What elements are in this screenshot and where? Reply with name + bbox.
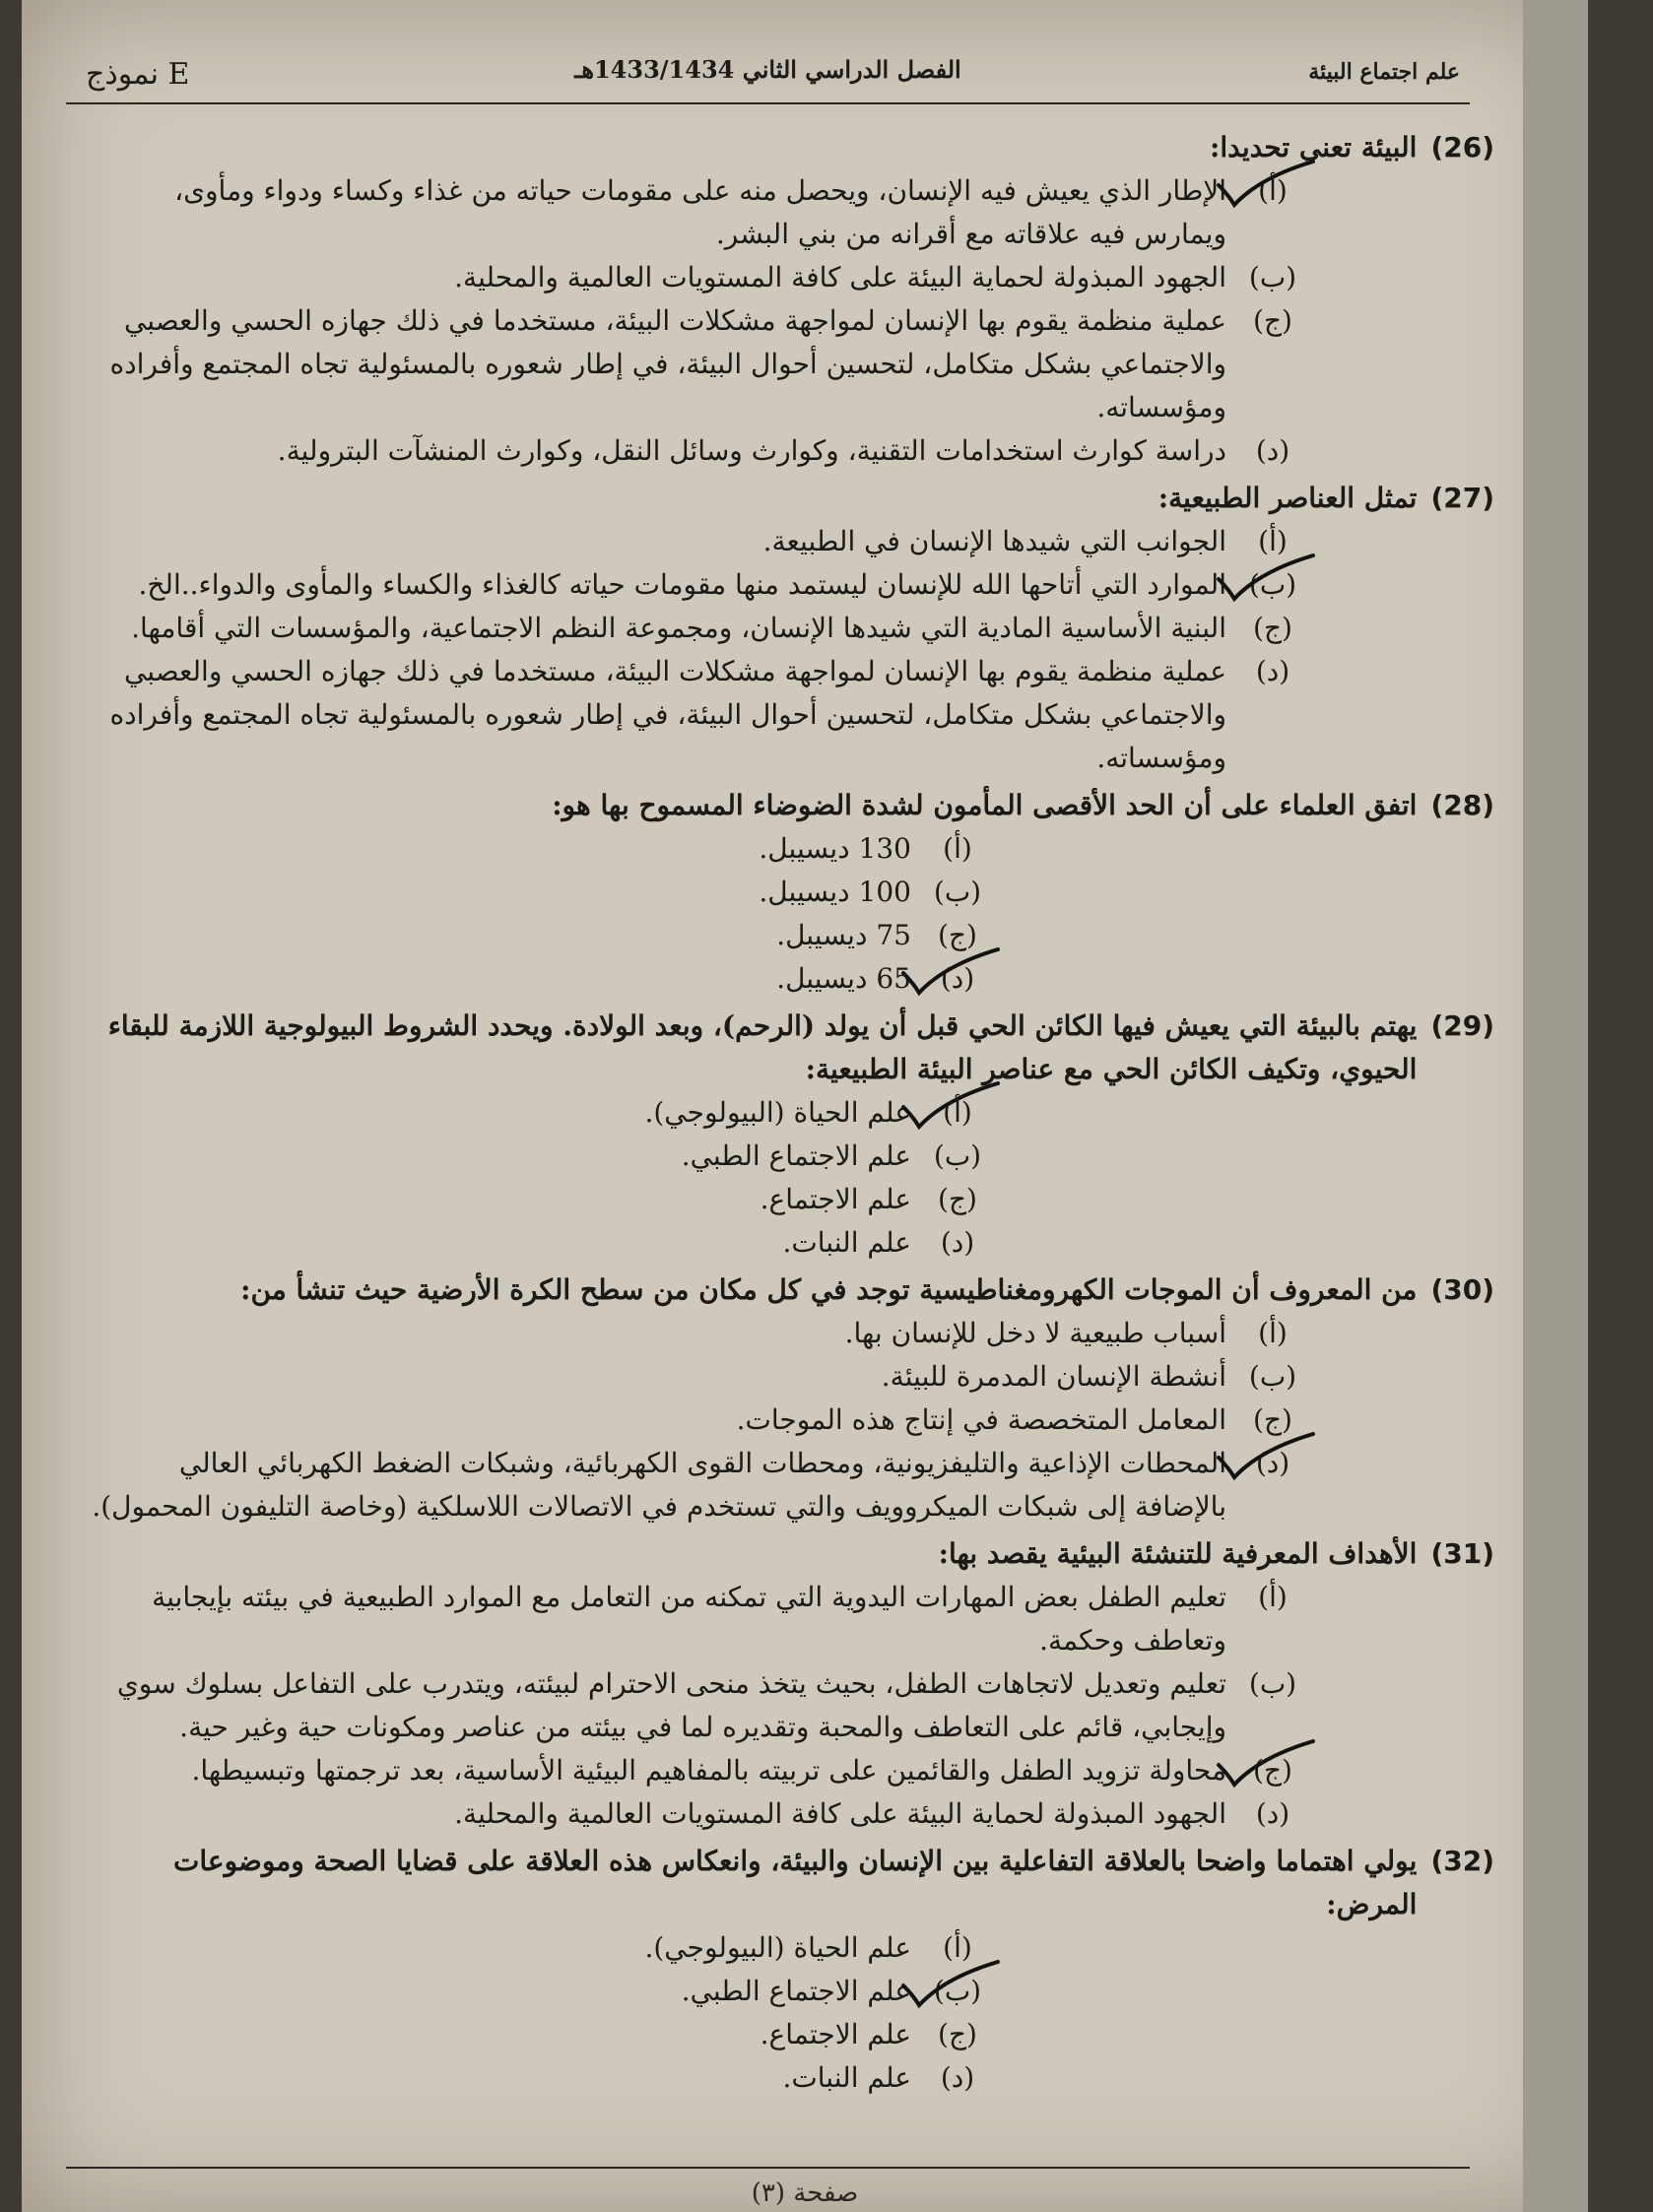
question-stem (91, 1269, 1494, 1312)
option-letter (933, 2056, 982, 2100)
option-letter-text: (ب) (1248, 568, 1297, 601)
answer-option[interactable] (91, 607, 1494, 650)
option-letter-text: (ب) (933, 876, 982, 908)
option-text: علم الاجتماع الطبي. (681, 1139, 911, 1172)
option-letter-text: (د) (940, 2061, 975, 2094)
option-letter (1248, 650, 1297, 693)
option-letter (1248, 1576, 1297, 1619)
option-letter-text: (ج) (1253, 304, 1292, 337)
option-letter-text: (د) (1255, 655, 1290, 687)
option-letter (933, 827, 982, 871)
option-letter (933, 1221, 982, 1265)
question-block (91, 1269, 1494, 1529)
question-number: (32) (1430, 1845, 1494, 1877)
answer-option[interactable] (91, 914, 1494, 957)
answer-option[interactable] (91, 1399, 1494, 1442)
option-text: الموارد التي أتاحها الله للإنسان ليستمد منها مقومات حياته كالغذاء والكساء والمأوى والدواء..الخ. (138, 568, 1226, 601)
option-text: 100 ديسيبل. (759, 876, 911, 908)
question-block (91, 1532, 1494, 1836)
option-letter (933, 1091, 982, 1135)
question-text: يهتم بالبيئة التي يعيش فيها الكائن الحي قبل أن يولد (الرحم)، وبعد الولادة. ويحدد الشروط البيولوجية اللازمة للبقاء الحيوي، وتكيف الكائن الحي مع عناصر البيئة الطبيعية: (107, 1009, 1418, 1085)
footer-divider (66, 2167, 1470, 2169)
option-text: أنشطة الإنسان المدمرة للبيئة. (881, 1360, 1226, 1393)
option-letter-text: (أ) (1258, 525, 1288, 557)
answer-option[interactable] (91, 1926, 1494, 1970)
answer-option[interactable] (91, 871, 1494, 914)
questions-list (91, 126, 1494, 2104)
option-text: الجهود المبذولة لحماية البيئة على كافة المستويات العالمية والمحلية. (454, 1797, 1226, 1830)
option-letter-text: (ب) (1248, 261, 1297, 293)
option-text: البنية الأساسية المادية التي شيدها الإنسان، ومجموعة النظم الاجتماعية، والمؤسسات التي أقامها. (131, 612, 1226, 644)
question-number: (31) (1430, 1537, 1494, 1570)
answer-option[interactable] (91, 1576, 1494, 1662)
page-header (66, 49, 1470, 104)
option-text: 65 ديسيبل. (776, 962, 911, 995)
option-letter-text: (ج) (1253, 1403, 1292, 1436)
question-text: الأهداف المعرفية للتنشئة البيئية يقصد بها: (938, 1537, 1418, 1570)
option-letter-text: (د) (1255, 1447, 1290, 1479)
question-block (91, 784, 1494, 1001)
option-text: علم الاجتماع. (760, 2018, 911, 2050)
question-number: (28) (1430, 789, 1494, 821)
question-stem (91, 784, 1494, 827)
question-stem (91, 1532, 1494, 1576)
option-letter-text: (أ) (943, 1096, 972, 1129)
option-letter-text: (ب) (933, 1139, 982, 1172)
option-letter-text: (ج) (938, 2018, 977, 2050)
option-letter-text: (ب) (1248, 1360, 1297, 1393)
option-letter (1248, 520, 1297, 563)
option-text: 75 ديسيبل. (776, 919, 911, 951)
option-letter (1248, 1792, 1297, 1836)
option-letter-text: (أ) (943, 1931, 972, 1964)
answer-option[interactable] (91, 169, 1494, 256)
answer-option[interactable] (91, 827, 1494, 871)
semester-label: الفصل الدراسي الثاني 1433/1434هـ (574, 55, 961, 84)
answer-option[interactable] (91, 650, 1494, 780)
answer-option[interactable] (91, 520, 1494, 563)
answer-option[interactable] (91, 429, 1494, 473)
option-text: علم الحياة (البيولوجي). (644, 1931, 911, 1964)
answer-option[interactable] (91, 957, 1494, 1001)
question-block (91, 126, 1494, 473)
option-text: تعليم الطفل بعض المهارات اليدوية التي تمكنه من التعامل مع الموارد الطبيعية في بيئته بإيجابية وتعاطف وحكمة. (152, 1581, 1226, 1657)
question-text: من المعروف أن الموجات الكهرومغناطيسية توجد في كل مكان من سطح الكرة الأرضية حيث تنشأ من: (240, 1273, 1418, 1306)
option-text: علم النبات. (782, 2061, 911, 2094)
model-label: نموذج E (86, 57, 190, 92)
option-text: محاولة تزويد الطفل والقائمين على تربيته بالمفاهيم البيئية الأساسية، بعد ترجمتها وتبسيطها. (191, 1754, 1226, 1787)
answer-option[interactable] (91, 2056, 1494, 2100)
answer-option[interactable] (91, 1442, 1494, 1529)
question-block (91, 477, 1494, 780)
option-letter (1248, 1749, 1297, 1792)
option-letter-text: (أ) (1258, 1581, 1288, 1613)
option-text: أسباب طبيعية لا دخل للإنسان بها. (844, 1317, 1226, 1349)
option-letter (1248, 1312, 1297, 1355)
option-text: 130 ديسيبل. (759, 832, 911, 865)
question-number: (30) (1430, 1273, 1494, 1306)
answer-option[interactable] (91, 1355, 1494, 1399)
option-text: المعامل المتخصصة في إنتاج هذه الموجات. (736, 1403, 1226, 1436)
option-letter (933, 957, 982, 1001)
option-letter (1248, 429, 1297, 473)
question-text: يولي اهتماما واضحا بالعلاقة التفاعلية بين الإنسان والبيئة، وانعكاس هذه العلاقة على قضايا الصحة وموضوعات المرض: (172, 1845, 1418, 1920)
question-number: (27) (1430, 482, 1494, 514)
answer-option[interactable] (91, 1221, 1494, 1265)
option-letter (933, 1135, 982, 1178)
answer-option[interactable] (91, 1662, 1494, 1749)
question-number: (26) (1430, 131, 1494, 163)
answer-option[interactable] (91, 1749, 1494, 1792)
answer-option[interactable] (91, 2013, 1494, 2056)
option-text: الإطار الذي يعيش فيه الإنسان، ويحصل منه على مقومات حياته من غذاء وكساء ودواء ومأوى، ويمارس فيه علاقاته مع أقرانه من بني البشر. (174, 174, 1226, 250)
question-text: اتفق العلماء على أن الحد الأقصى المأمون لشدة الضوضاء المسموح بها هو: (552, 789, 1418, 821)
answer-option[interactable] (91, 1091, 1494, 1135)
exam-page (22, 0, 1588, 2212)
option-text: الجوانب التي شيدها الإنسان في الطبيعة. (762, 525, 1226, 557)
option-letter (933, 914, 982, 957)
option-text: عملية منظمة يقوم بها الإنسان لمواجهة مشكلات البيئة، مستخدما في ذلك جهازه الحسي والعصبي والاجتماعي بشكل متكامل، لتحسين أحوال البيئة، في إطار شعوره بالمسئولية تجاه المجتمع وأفراده ومؤسساته. (109, 655, 1226, 774)
page-number: صفحة (٣) (751, 2179, 859, 2208)
answer-option[interactable] (91, 1792, 1494, 1836)
question-stem (91, 126, 1494, 169)
option-text: دراسة كوارث استخدامات التقنية، وكوارث وسائل النقل، وكوارث المنشآت البترولية. (277, 434, 1226, 467)
answer-option[interactable] (91, 1135, 1494, 1178)
option-letter-text: (د) (940, 1226, 975, 1259)
option-text: الجهود المبذولة لحماية البيئة على كافة المستويات العالمية والمحلية. (454, 261, 1226, 293)
option-letter-text: (د) (1255, 1797, 1290, 1830)
option-letter-text: (أ) (943, 832, 972, 865)
question-block (91, 1840, 1494, 2100)
question-block (91, 1005, 1494, 1265)
answer-option[interactable] (91, 1178, 1494, 1221)
option-text: تعليم وتعديل لاتجاهات الطفل، بحيث يتخذ منحى الاحترام لبيئته، ويتدرب على التفاعل بسلوك سوي وإيجابي، قائم على التعاطف والمحبة وتقديره لما في بيئته من عناصر ومكونات حية وغير حية. (116, 1667, 1226, 1743)
option-letter (1248, 1662, 1297, 1706)
option-letter (933, 1970, 982, 2013)
option-text: علم الاجتماع. (760, 1183, 911, 1215)
question-stem (91, 1005, 1494, 1091)
question-stem (91, 1840, 1494, 1926)
page-edge (1523, 0, 1588, 2212)
answer-option[interactable] (91, 563, 1494, 607)
question-stem (91, 477, 1494, 520)
answer-option[interactable] (91, 256, 1494, 299)
option-letter (1248, 1355, 1297, 1399)
answer-option[interactable] (91, 1312, 1494, 1355)
option-letter-text: (د) (1255, 434, 1290, 467)
option-letter (1248, 299, 1297, 343)
option-letter (1248, 1442, 1297, 1485)
option-letter (933, 1178, 982, 1221)
option-text: عملية منظمة يقوم بها الإنسان لمواجهة مشكلات البيئة، مستخدما في ذلك جهازه الحسي والعصبي والاجتماعي بشكل متكامل، لتحسين أحوال البيئة، في إطار شعوره بالمسئولية تجاه المجتمع وأفراده ومؤسساته. (109, 304, 1226, 423)
question-number: (29) (1430, 1009, 1494, 1042)
answer-option[interactable] (91, 299, 1494, 429)
option-letter (933, 871, 982, 914)
option-text: علم الاجتماع الطبي. (681, 1975, 911, 2007)
option-letter (1248, 1399, 1297, 1442)
option-letter-text: (د) (940, 962, 975, 995)
option-letter-text: (ج) (938, 919, 977, 951)
option-letter-text: (أ) (1258, 174, 1288, 207)
question-text: تمثل العناصر الطبيعية: (1157, 482, 1418, 514)
option-text: علم الحياة (البيولوجي). (644, 1096, 911, 1129)
option-letter-text: (ج) (1253, 612, 1292, 644)
option-letter (1248, 563, 1297, 607)
answer-option[interactable] (91, 1970, 1494, 2013)
option-letter-text: (ب) (933, 1975, 982, 2007)
option-letter-text: (ج) (1253, 1754, 1292, 1787)
course-title: علم اجتماع البيئة (1308, 59, 1460, 85)
question-text: البيئة تعني تحديدا: (1210, 131, 1418, 163)
option-letter (1248, 169, 1297, 213)
option-letter (933, 2013, 982, 2056)
option-letter (1248, 256, 1297, 299)
option-letter-text: (أ) (1258, 1317, 1288, 1349)
option-letter (933, 1926, 982, 1970)
option-letter-text: (ب) (1248, 1667, 1297, 1700)
option-text: علم النبات. (782, 1226, 911, 1259)
option-letter (1248, 607, 1297, 650)
option-letter-text: (ج) (938, 1183, 977, 1215)
option-text: المحطات الإذاعية والتليفزيونية، ومحطات القوى الكهربائية، وشبكات الضغط الكهربائي العالي بالإضافة إلى شبكات الميكروويف والتي تستخدم في الاتصالات اللاسلكية (وخاصة التليفون المحمول). (92, 1447, 1226, 1523)
